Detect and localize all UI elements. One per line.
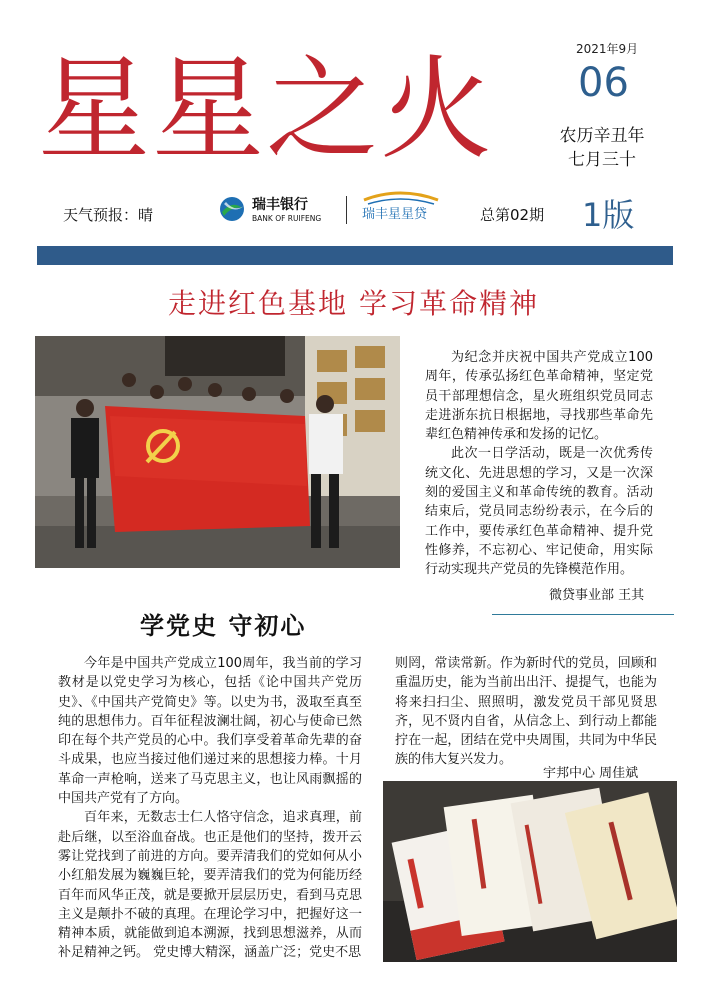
article2-column1 [58,654,362,963]
article1-divider [492,614,674,615]
party-history-books-photo [383,781,677,962]
edition-label: 1版 [582,196,635,234]
loan-logo-text: 瑞丰星星贷 [362,207,428,222]
article1-paragraph: 此次一日学活动，既是一次优秀传统文化、先进思想的学习，又是一次深刻的爱国主义和革命传统的教育。活动结束后，党员同志纷纷表示，在今后的工作中，要传承红色革命精神、提升党性修养，不忘初心、牢记使命，用实际行动实现共产党员的先锋模范作用。 [425,446,653,578]
party-flag-group-photo [35,336,400,568]
issue-number: 总第02期 [480,206,545,224]
article2-paragraph: 今年是中国共产党成立100周年，我当前的学习教材是以党史学习为核心，包括《论中国共产党历史》、《中国共产党简史》等。以史为书，汲取至真至纯的思想伟力。百年征程波澜壮阔，初心与使命已然印在每个共产党员的心中。我们享受着革命先辈的奋斗成果，也应当接过他们递过来的思想接力棒。十月革命一声枪响，送来了马克思主义，也让风雨飘摇的中国共产党有了方向。 [58,656,362,807]
article2-headline: 学党史 守初心 [140,612,307,640]
issue-day: 06 [578,60,629,106]
ruifeng-star-loan-logo [360,190,442,226]
masthead-divider-bar [37,246,673,265]
logo-divider [346,196,347,224]
article1-author: 微贷事业部 王其 [549,588,645,603]
article1-headline: 走进红色基地 学习革命精神 [168,287,539,320]
lunar-day: 七月三十 [568,150,636,170]
lunar-date [552,124,652,172]
bank-logo-en: BANK OF RUIFENG [252,214,322,223]
article2-paragraph: 百年来，无数志士仁人恪守信念，追求真理，前赴后继，以至浴血奋战。也正是他们的坚持，拨开云雾让党找到了前进的方向。要弄清我们的党如何从小小红船发展为巍巍巨轮，要弄清我们的党为何能历经百年而风华正茂，就是要掀开层层历史，看到马克思主义是颠扑不破的真理。在理论学习中，把握好这一精神本质，就能做到追本溯源，找到思想滋养，从而补足精神之钙。 党史博大精深，涵盖广泛；党史不思 [58,810,362,961]
article1-paragraph: 为纪念并庆祝中国共产党成立100周年，传承弘扬红色革命精神，坚定党员干部理想信念，星火班组织党员同志走进浙东抗日根据地，寻找那些革命先辈红色精神传承和发扬的记忆。 [425,350,653,443]
article1-body [425,348,653,580]
article2-paragraph: 则罔，常读常新。作为新时代的党员，回顾和重温历史，能为当前出出汗、提提气，也能为将来扫扫尘、照照明，激发党员干部见贤思齐，见不贤内自省，从信念上、到行动上都能拧在一起，团结在党中央周围，共同为中华民族的伟大复兴发力。 [395,656,657,768]
masthead-title: 星星之火 [38,45,494,175]
issue-month: 2021年9月 [576,42,639,56]
article2-author: 宇邦中心 周佳斌 [543,766,639,781]
lunar-year: 农历辛丑年 [559,126,645,146]
bank-logo-cn: 瑞丰银行 [252,197,308,213]
weather-forecast: 天气预报：晴 [63,206,154,224]
bank-of-ruifeng-logo [218,192,338,226]
article2-column2 [395,654,657,770]
